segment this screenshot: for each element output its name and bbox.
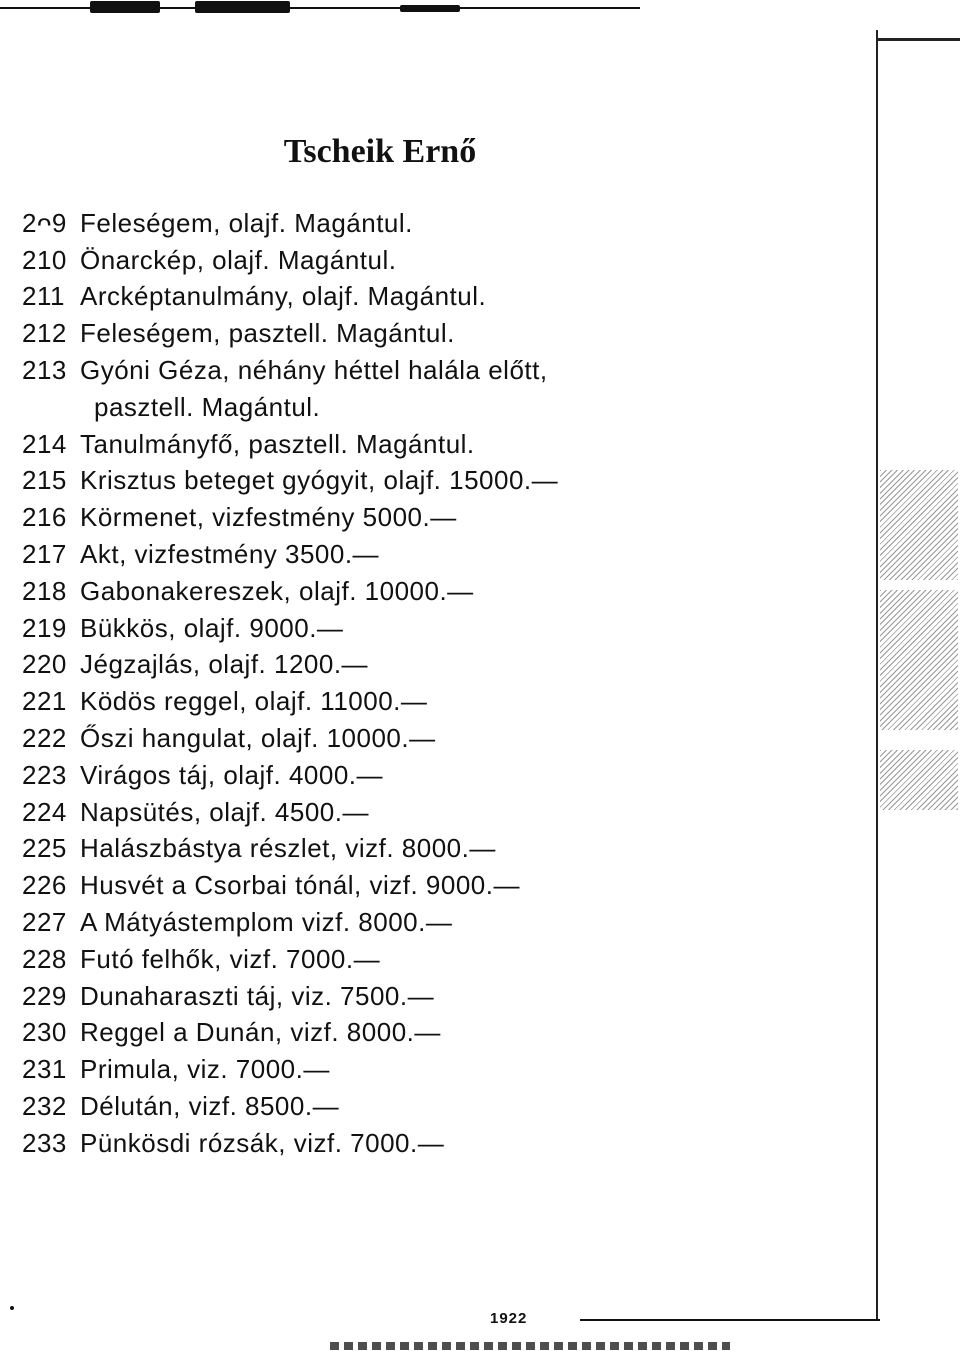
entry-text: Önarckép, olajf. Magántul.	[80, 244, 397, 275]
entry-text: Halászbástya részlet, vizf. 8000.—	[80, 833, 496, 864]
entry-text: Körmenet, vizfestmény 5000.—	[80, 502, 457, 533]
scan-top-edge	[0, 0, 640, 14]
list-item	[22, 463, 862, 500]
entry-text: Futó felhők, vizf. 7000.—	[80, 943, 381, 974]
entry-text: A Mátyástemplom vizf. 8000.—	[80, 907, 453, 938]
list-item	[22, 941, 862, 978]
entry-text: Husvét a Csorbai tónál, vizf. 9000.—	[80, 870, 520, 901]
entry-text: Virágos táj, olajf. 4000.—	[80, 759, 384, 790]
footer-year: 1922	[490, 1310, 528, 1327]
list-item	[22, 426, 862, 463]
entry-text: Krisztus beteget gyógyit, olajf. 15000.—	[80, 465, 559, 496]
list-item	[22, 389, 862, 426]
list-item	[22, 720, 862, 757]
list-item	[22, 757, 862, 794]
list-item	[22, 683, 862, 720]
list-item	[22, 904, 862, 941]
entry-text: Tanulmányfő, pasztell. Magántul.	[80, 428, 475, 459]
entry-number: 230	[22, 1017, 67, 1048]
entry-text: Dunaharaszti táj, viz. 7500.—	[80, 980, 435, 1011]
entry-text: Ködös reggel, olajf. 11000.—	[80, 686, 428, 717]
entry-text: Pünkösdi rózsák, vizf. 7000.—	[80, 1127, 445, 1158]
entry-number: 210	[22, 244, 67, 275]
entry-number: 218	[22, 575, 67, 606]
list-item	[22, 352, 862, 389]
entry-number: 214	[22, 428, 67, 459]
list-item	[22, 1015, 862, 1052]
list-item	[22, 610, 862, 647]
entry-number: 226	[22, 870, 67, 901]
entry-text: Gyóni Géza, néhány héttel halála előtt,	[80, 355, 548, 386]
entry-text: pasztell. Magántul.	[94, 391, 321, 422]
list-item	[22, 867, 862, 904]
entry-number: 2ᴖ9	[22, 207, 67, 238]
entry-number: 232	[22, 1091, 67, 1122]
list-item	[22, 978, 862, 1015]
entry-text: Feleségem, pasztell. Magántul.	[80, 318, 455, 349]
list-item	[22, 536, 862, 573]
scan-bottom-edge	[0, 1300, 960, 1351]
list-item	[22, 205, 862, 242]
entry-number: 212	[22, 318, 67, 349]
entry-text: Reggel a Dunán, vizf. 8000.—	[80, 1017, 441, 1048]
entry-text: Arcképtanulmány, olajf. Magántul.	[80, 281, 487, 312]
entry-number: 223	[22, 759, 67, 790]
entry-number: 231	[22, 1054, 67, 1085]
list-item	[22, 1051, 862, 1088]
entry-number: 221	[22, 686, 67, 717]
list-item	[22, 242, 862, 279]
list-item	[22, 573, 862, 610]
entry-number: 222	[22, 723, 67, 754]
entry-number: 228	[22, 943, 67, 974]
page-title: Tscheik Ernő	[283, 133, 477, 170]
catalog-list	[22, 205, 862, 1162]
entry-text: Őszi hangulat, olajf. 10000.—	[80, 723, 436, 754]
entry-text: Jégzajlás, olajf. 1200.—	[80, 649, 369, 680]
entry-number: 216	[22, 502, 67, 533]
list-item	[22, 794, 862, 831]
list-item	[22, 647, 862, 684]
list-item	[22, 1088, 862, 1125]
list-item	[22, 315, 862, 352]
list-item	[22, 499, 862, 536]
entry-number: 213	[22, 355, 67, 386]
entry-text: Feleségem, olajf. Magántul.	[80, 207, 413, 238]
entry-number: 219	[22, 612, 67, 643]
entry-number: 211	[22, 281, 65, 312]
entry-number: 220	[22, 649, 67, 680]
entry-number: 229	[22, 980, 67, 1011]
entry-text: Bükkös, olajf. 9000.—	[80, 612, 344, 643]
list-item	[22, 1125, 862, 1162]
entry-number: 233	[22, 1127, 67, 1158]
entry-text: Gabonakereszek, olajf. 10000.—	[80, 575, 474, 606]
entry-number: 224	[22, 796, 67, 827]
entry-text: Délután, vizf. 8500.—	[80, 1091, 340, 1122]
entry-text: Napsütés, olajf. 4500.—	[80, 796, 369, 827]
entry-text: Primula, viz. 7000.—	[80, 1054, 330, 1085]
entry-number: 227	[22, 907, 67, 938]
scan-right-edge	[868, 30, 960, 1351]
entry-number: 225	[22, 833, 67, 864]
entry-text: Akt, vizfestmény 3500.—	[80, 539, 380, 570]
entry-number: 217	[22, 539, 67, 570]
entry-number: 215	[22, 465, 67, 496]
list-item	[22, 831, 862, 868]
list-item	[22, 279, 862, 316]
